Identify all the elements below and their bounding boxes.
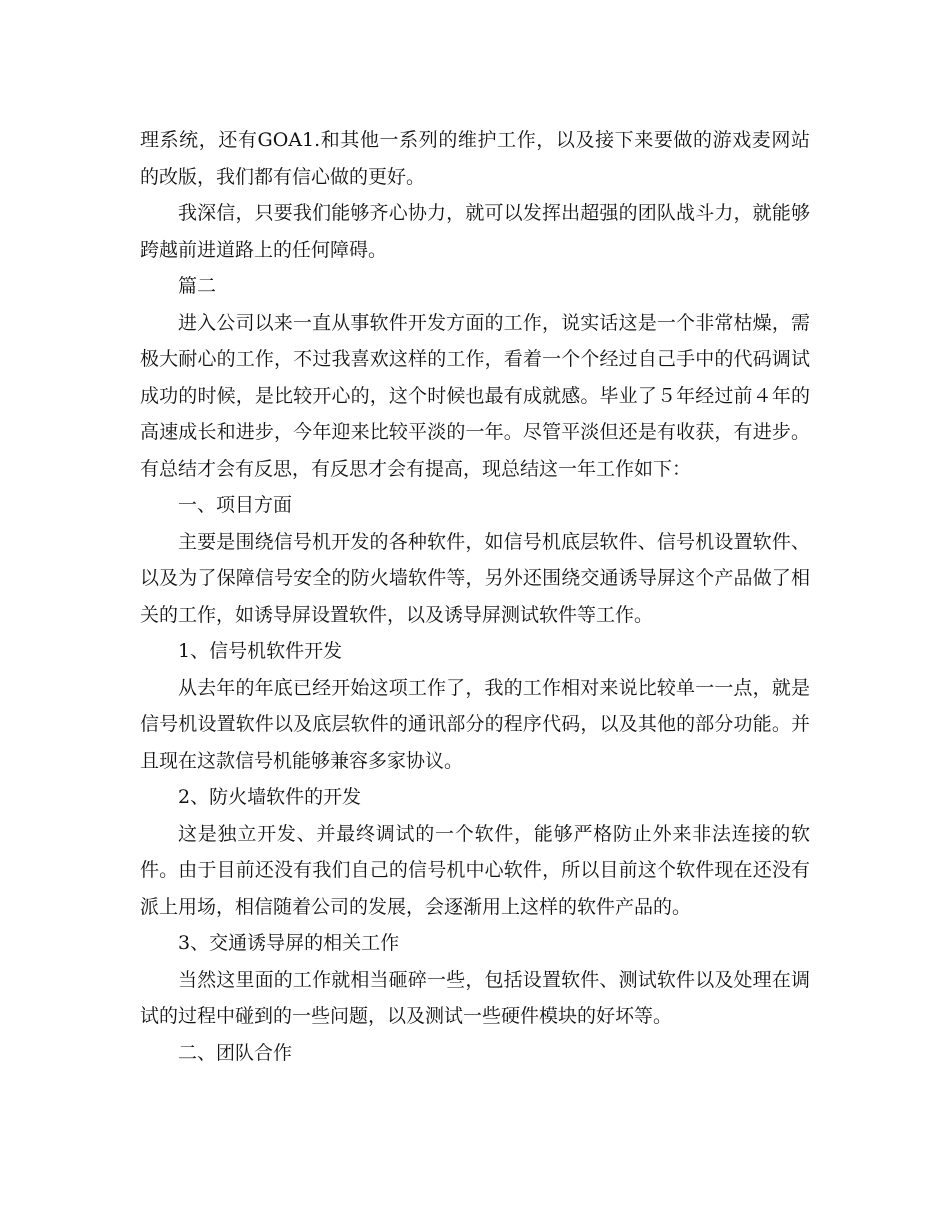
paragraph-signal-software: 从去年的年底已经开始这项工作了，我的工作相对来说比较单一一点，就是信号机设置软件以及底层软件的通讯部分的程序代码，以及其他的部分功能。并且现在这款信号机能够兼容多家协议。: [140, 676, 810, 772]
section-heading-projects: 一、项目方面: [178, 494, 293, 516]
paragraph-introduction: 进入公司以来一直从事软件开发方面的工作，说实话这是一个非常枯燥，需极大耐心的工作，不过我喜欢这样的工作，看着一个个经过自己手中的代码调试成功的时候，是比较开心的，这个时候也最有成就感。毕业了５年经过前４年的高速成长和进步，今年迎来比较平淡的一年。尽管平淡但还是有收获，有进步。有总结才会有反思，有反思才会有提高，现总结这一年工作如下：: [140, 311, 810, 480]
section-heading-part-two: 篇二: [178, 275, 217, 297]
paragraph-confidence: 我深信，只要我们能够齐心协力，就可以发挥出超强的团队战斗力，就能够跨越前进道路上的任何障碍。: [140, 202, 810, 261]
paragraph-continuation: 理系统，还有GOA1.和其他一系列的维护工作，以及接下来要做的游戏麦网站的改版，我们都有信心做的更好。: [140, 129, 810, 188]
subheading-guidance-screen: 3、交通诱导屏的相关工作: [178, 932, 400, 954]
paragraph-firewall-software: 这是独立开发、并最终调试的一个软件，能够严格防止外来非法连接的软件。由于目前还没有我们自己的信号机中心软件，所以目前这个软件现在还没有派上用场，相信随着公司的发展，会逐渐用上这样的软件产品的。: [140, 822, 810, 918]
subheading-signal-software: 1、信号机软件开发: [178, 640, 343, 662]
subheading-firewall-software: 2、防火墙软件的开发: [178, 786, 362, 808]
paragraph-guidance-screen: 当然这里面的工作就相当砸碎一些，包括设置软件、测试软件以及处理在调试的过程中碰到的一些问题，以及测试一些硬件模块的好坏等。: [140, 968, 810, 1027]
section-heading-teamwork: 二、团队合作: [178, 1041, 293, 1064]
paragraph-projects: 主要是围绕信号机开发的各种软件，如信号机底层软件、信号机设置软件、以及为了保障信号安全的防火墙软件等，另外还围绕交通诱导屏这个产品做了相关的工作，如诱导屏设置软件，以及诱导屏测试软件等工作。: [140, 530, 810, 626]
